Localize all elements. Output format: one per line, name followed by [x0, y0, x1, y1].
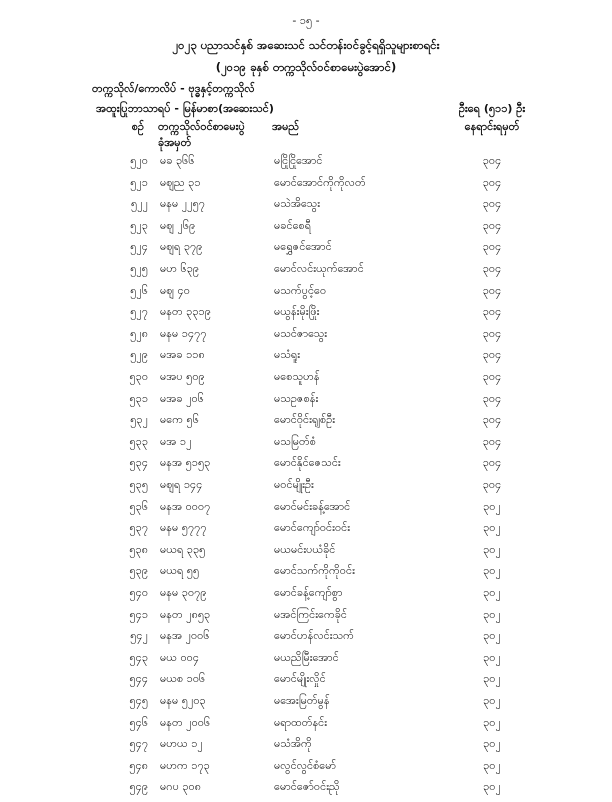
- roll-number-cell: မနတ ၂၈၅၃: [160, 607, 211, 621]
- document-title: ၂၀၂၃ ပညာသင်နှစ် အဆေးသင် သင်တန်းဝင်ခွင့်ရရှိသူများစာရင်း: [172, 38, 440, 52]
- score-cell: ၃၀၄: [482, 478, 502, 491]
- score-cell: ၃၀၂: [483, 607, 501, 621]
- name-cell: မောင်ဝိုင်းရျစ်ဦး: [274, 413, 336, 427]
- name-cell: မယမင်းပယံခိုင်: [274, 542, 336, 556]
- name-cell: မောင်ကျော်ဝင်းဝင်း: [274, 521, 351, 535]
- serial-cell: ၅၂၃: [130, 218, 148, 232]
- table-row: [0, 305, 612, 327]
- table-row: [0, 348, 612, 370]
- serial-cell: ၅၂၉: [130, 348, 148, 362]
- serial-cell: ၅၃၃: [129, 434, 148, 448]
- score-cell: ၃၀၂: [483, 586, 501, 599]
- table-row: [0, 197, 612, 219]
- table-row: [0, 780, 612, 802]
- roll-number-cell: မနမ ၃၀၇၉: [160, 586, 207, 599]
- table-row: [0, 759, 612, 781]
- roll-number-cell: မနတ ၂၀၀၆: [160, 715, 211, 729]
- roll-number-cell: မအခ ၁၁၈: [160, 348, 205, 362]
- table-row: [0, 456, 612, 478]
- serial-cell: ၅၂၂: [131, 197, 148, 211]
- score-cell: ၃၀၄: [482, 240, 502, 254]
- roll-number-cell: မဂပ ၃၀၈: [160, 780, 201, 794]
- serial-cell: ၅၄၇: [129, 737, 148, 751]
- table-row: [0, 413, 612, 435]
- table-row: [0, 219, 612, 241]
- score-cell: ၃၀၂: [483, 521, 501, 535]
- table-row: [0, 240, 612, 262]
- roll-number-cell: မယရ ၃၃၅: [160, 542, 206, 556]
- name-cell: မခင်စေရီ: [274, 218, 312, 232]
- name-cell: မောင်အောင်ကိုကိုလတ်: [274, 175, 366, 189]
- roll-number-cell: မယ ၀၀၄: [160, 650, 200, 664]
- table-row: [0, 284, 612, 306]
- page-number: - ၁၅ -: [292, 14, 320, 27]
- serial-cell: ၅၃၀: [129, 370, 148, 383]
- roll-number-cell: မခ ၃၆၆: [160, 154, 195, 167]
- score-cell: ၃၀၄: [482, 283, 502, 297]
- serial-cell: ၅၄၈: [129, 758, 148, 772]
- name-cell: မောင်မင်းခန့်အောင်: [274, 499, 351, 513]
- table-row: [0, 694, 612, 716]
- serial-cell: ၅၃၄: [129, 456, 148, 470]
- serial-cell: ၅၄၅: [129, 694, 148, 707]
- score-cell: ၃၀၂: [483, 694, 501, 707]
- name-cell: မသံအိကို: [274, 737, 312, 751]
- name-cell: မယွန်းမိုးဖြိုး: [274, 305, 320, 319]
- table-row: [0, 435, 612, 457]
- score-cell: ၃၀၂: [483, 780, 501, 794]
- table-row: [0, 608, 612, 630]
- serial-cell: ၅၃၆: [129, 499, 148, 513]
- document-subtitle: (၂၀၁၉ ခုနှစ် တက္ကသိုလ်ဝင်စာမေးပွဲအောင်): [215, 60, 397, 74]
- score-cell: ၃၀၄: [482, 218, 502, 232]
- roll-number-cell: မနမ ၂၂၅၇: [160, 197, 205, 211]
- score-cell: ၃၀၄: [482, 262, 502, 275]
- score-cell: ၃၀၂: [483, 564, 501, 578]
- score-cell: ၃၀၄: [482, 413, 502, 427]
- score-cell: ၃၀၂: [483, 629, 501, 643]
- roll-number-cell: မဈရ ၁၄၄: [160, 478, 203, 491]
- score-cell: ၃၀၄: [482, 391, 502, 405]
- score-cell: ၃၀၂: [483, 499, 501, 513]
- name-cell: မသမြတ်စံ: [274, 434, 316, 448]
- score-cell: ၃၀၄: [482, 175, 502, 189]
- header-roll-number-line2: ခုံအမှတ်: [158, 136, 192, 149]
- name-cell: မငြိုငြိုအောင်: [274, 154, 323, 167]
- roll-number-cell: မအ ၁၂: [160, 434, 192, 448]
- score-cell: ၃၀၄: [482, 434, 502, 448]
- name-cell: မောင်ဇော်ဝင်းညို: [274, 780, 340, 794]
- name-cell: မသက်ပွင့်ဝေ: [274, 283, 327, 297]
- name-cell: မသဥဇစန်း: [274, 391, 319, 405]
- name-cell: မရာထတ်နင်း: [274, 715, 328, 729]
- serial-cell: ၅၃၈: [129, 542, 148, 556]
- score-cell: ၃၀၄: [482, 197, 502, 211]
- roll-number-cell: မအပ ၅၀၉: [160, 370, 205, 383]
- serial-cell: ၅၄၃: [129, 650, 148, 664]
- table-row: [0, 564, 612, 586]
- table-row: [0, 586, 612, 608]
- table-row: [0, 672, 612, 694]
- roll-number-cell: မယစ ၁၀၆: [160, 672, 206, 686]
- name-cell: မလွင်လွင်စံမော်: [274, 758, 337, 772]
- score-cell: ၃၀၄: [482, 326, 502, 340]
- serial-cell: ၅၄၆: [129, 715, 148, 729]
- table-row: [0, 716, 612, 738]
- total-count: ဦးရေ (၅၁၁) ဦး: [458, 102, 526, 115]
- header-roll-number: တက္ကသိုလ်ဝင်စာမေးပွဲ: [158, 120, 245, 133]
- roll-number-cell: မနအ ၀၀၀၇: [160, 499, 211, 513]
- roll-number-cell: မအခ ၂၀၆: [160, 391, 204, 405]
- roll-number-cell: မဈ ၂၆၉: [160, 218, 196, 232]
- score-cell: ၃၀၂: [483, 715, 501, 729]
- serial-cell: ၅၃၇: [129, 521, 148, 535]
- name-cell: မသံရူး: [274, 348, 301, 362]
- header-serial: စဉ်: [131, 120, 144, 133]
- serial-cell: ၅၄၀: [129, 586, 148, 599]
- header-name: အမည်: [272, 120, 300, 133]
- roll-number-cell: မဈရ ၃၇၉: [160, 240, 203, 254]
- score-cell: ၃၀၂: [483, 672, 501, 686]
- serial-cell: ၅၄၉: [129, 780, 148, 794]
- university-line: တက္ကသိုလ်/ကောလိပ် - ဗုဒ္ဓနှင့်တက္ကသိုလ်: [92, 82, 255, 95]
- serial-cell: ၅၂၈: [130, 326, 148, 340]
- score-cell: ၃၀၄: [482, 154, 502, 167]
- table-row: [0, 154, 612, 176]
- table-row: [0, 629, 612, 651]
- serial-cell: ၅၂၅: [130, 262, 148, 275]
- name-cell: မောင်လင်းယုက်အောင်: [274, 262, 364, 275]
- table-row: [0, 370, 612, 392]
- name-cell: မဝင်မျိုးဦး: [274, 478, 314, 491]
- roll-number-cell: မဟ ၆၃၉: [160, 262, 200, 275]
- name-cell: မောင်နိုင်ဇေသင်း: [274, 456, 341, 470]
- score-cell: ၃၀၄: [482, 348, 502, 362]
- name-cell: မသင်ဇာသွေး: [274, 326, 328, 340]
- name-cell: မောင်သက်ကိုကိုဝင်း: [274, 564, 355, 578]
- table-row: [0, 176, 612, 198]
- table-row: [0, 327, 612, 349]
- serial-cell: ၅၂၀: [130, 154, 148, 167]
- name-cell: မရွှေဇင်အောင်: [274, 240, 332, 254]
- serial-cell: ၅၂၄: [130, 240, 148, 254]
- name-cell: မသဲအိသွေး: [274, 197, 320, 211]
- roll-number-cell: မနမ ၅၇၇၇: [160, 521, 207, 535]
- name-cell: မောင်မျိုးလှိုင်: [274, 672, 326, 686]
- serial-cell: ၅၃၉: [129, 564, 148, 578]
- serial-cell: ၅၃၅: [129, 478, 148, 491]
- roll-number-cell: မဈည ၃၁: [160, 175, 201, 189]
- score-cell: ၃၀၂: [483, 650, 501, 664]
- name-cell: မအင်ကြင်းကေခိုင်: [274, 607, 348, 621]
- roll-number-cell: မနမ ၅၂၀၃: [160, 694, 206, 707]
- score-cell: ၃၀၄: [482, 456, 502, 470]
- name-cell: မအေးမြတ်မွန်: [274, 694, 330, 707]
- score-cell: ၃၀၄: [482, 370, 502, 383]
- table-row: [0, 500, 612, 522]
- score-cell: ၃၀၂: [483, 758, 501, 772]
- header-score: နေရာင်းရမှတ်: [464, 120, 520, 133]
- name-cell: မောင်ခန့်ကျော်စွာ: [274, 586, 343, 599]
- serial-cell: ၅၃၂: [130, 413, 148, 427]
- table-row: [0, 651, 612, 673]
- roll-number-cell: မနမ ၁၄၇၇: [160, 326, 207, 340]
- name-cell: မောင်ဟန်လင်းသက်: [274, 629, 354, 643]
- score-cell: ၃၀၂: [483, 542, 501, 556]
- roll-number-cell: မဟက ၁၇၃: [160, 758, 210, 772]
- specialization-line: အထူးပြုဘာသာရပ် - မြန်မာစာ(အဆေးသင်): [96, 102, 274, 115]
- serial-cell: ၅၄၄: [129, 672, 148, 686]
- roll-number-cell: မနအ ၅၁၅၃: [160, 456, 211, 470]
- serial-cell: ၅၂၆: [130, 283, 148, 297]
- roll-number-cell: မနအ ၂၀၀၆: [160, 629, 210, 643]
- table-row: [0, 392, 612, 414]
- table-row: [0, 521, 612, 543]
- table-row: [0, 737, 612, 759]
- serial-cell: ၅၄၂: [130, 629, 148, 643]
- name-cell: မစေသူဟန်: [274, 370, 320, 383]
- roll-number-cell: မဟယ ၁၂: [160, 737, 203, 751]
- serial-cell: ၅၃၁: [129, 391, 148, 405]
- serial-cell: ၅၂၁: [130, 175, 148, 189]
- score-cell: ၃၀၂: [483, 737, 501, 751]
- score-cell: ၃၀၄: [482, 305, 502, 319]
- roll-number-cell: မနတ ၃၃၁၉: [160, 305, 211, 319]
- roll-number-cell: မကေ ၅၆: [160, 413, 199, 427]
- serial-cell: ၅၄၁: [129, 607, 148, 621]
- table-row: [0, 262, 612, 284]
- table-row: [0, 543, 612, 565]
- roll-number-cell: မဈ ၄၀: [160, 283, 190, 297]
- name-cell: မယညိမြီးအောင်: [274, 650, 339, 664]
- table-row: [0, 478, 612, 500]
- roll-number-cell: မယရ ၅၅: [160, 564, 200, 578]
- serial-cell: ၅၂၇: [130, 305, 148, 319]
